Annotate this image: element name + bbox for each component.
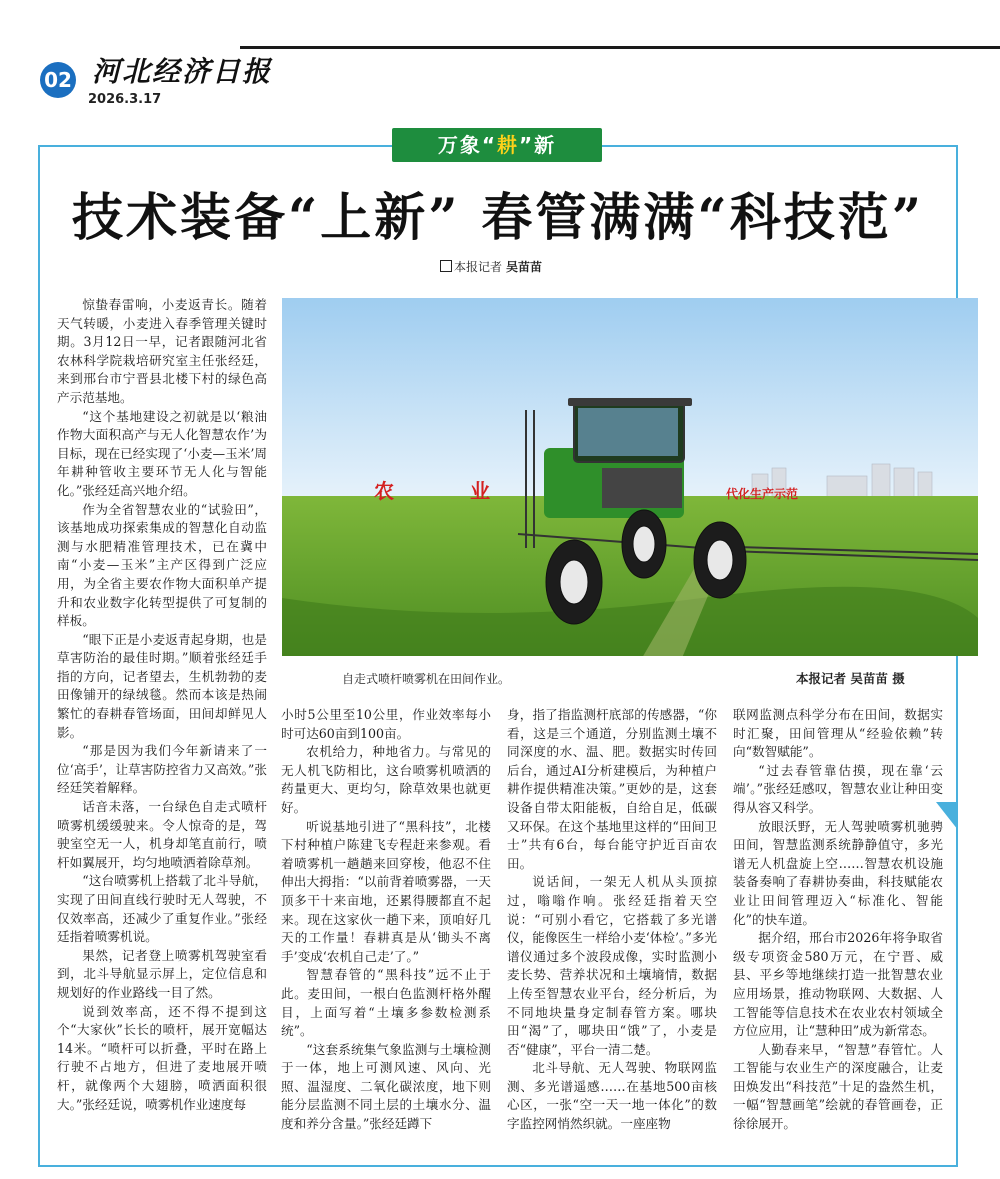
section-badge-quote-open: “ — [481, 133, 497, 157]
photo-caption: 自走式喷杆喷雾机在田间作业。 — [342, 672, 511, 686]
section-badge — [392, 128, 602, 162]
article-column-3 — [507, 706, 717, 1134]
paragraph: 听说基地引进了“黑科技”，北楼下村种植户陈建飞专程赶来参观。看着喷雾机一趟趟来回穿梭，他忍不住伸出大拇指：“以前背着喷雾器，一天顶多干十来亩地，还累得腰都直不起来。现在这家伙一趟下来，顶咱好几天的工作量！春耕真是从‘锄头不离手’变成‘农机自己走’了。” — [281, 818, 491, 964]
paragraph: 放眼沃野，无人驾驶喷雾机驰骋田间，智慧监测系统静静值守，多光谱无人机盘旋上空……智慧农机设施装备奏响了春耕协奏曲，科技赋能农业让田间管理迈入“标准化、智能化”的快车道。 — [733, 818, 943, 927]
byline-label: 本报记者 — [454, 260, 503, 274]
photo-sign-right: 代化生产示范 — [726, 487, 799, 501]
paragraph: 小时5公里至10公里，作业效率每小时可达60亩到100亩。 — [281, 707, 491, 741]
paragraph: “过去春管靠估摸，现在靠‘云端’。”张经廷感叹，智慧农业让种田变得从容又科学。 — [733, 762, 943, 815]
photo-sign-mid: 业 — [470, 479, 490, 503]
sprayer-photo — [282, 298, 978, 656]
paragraph: “那是因为我们今年新请来了一位‘高手’，让草害防控省力又高效。”张经廷笑着解释。 — [57, 743, 267, 796]
masthead-rule — [240, 46, 1000, 49]
paragraph: 据介绍，邢台市2026年将争取省级专项资金580万元，在宁晋、威县、平乡等地继续打造一批智慧农业应用场景，推动物联网、大数据、人工智能等信息技术在农业农村领域全方位应用，让“慧种田”成为新常态。 — [733, 930, 943, 1039]
photo-sign-left: 农 — [374, 479, 394, 503]
paragraph: 智慧春管的“黑科技”远不止于此。麦田间，一根白色监测杆格外醒目，上面写着“土壤多参数检测系统”。 — [281, 967, 491, 1039]
paragraph: “这个基地建设之初就是以‘粮油作物大面积高产与无人化智慧农作’为目标，现在已经实现了‘小麦—玉米’周年耕种管收主要环节无人化与智能化。”张经廷高兴地介绍。 — [57, 408, 267, 498]
article-column-1 — [57, 296, 267, 1114]
byline — [440, 258, 542, 275]
section-badge-highlight: 耕 — [497, 133, 519, 157]
paragraph: 人勤春来早，“智慧”春管忙。人工智能与农业生产的深度融合，让麦田焕发出“科技范”十足的盎然生机，一幅“智慧画笔”绘就的春管画卷，正徐徐展开。 — [733, 1041, 943, 1132]
paragraph: “这套系统集气象监测与土壤检测于一体，地上可测风速、风向、光照、温湿度、二氧化碳浓度，地下则能分层监测不同土层的土壤水分、温度和养分含量。”张经廷蹲下 — [281, 1041, 491, 1132]
paragraph: 说话间，一架无人机从头顶掠过，嗡嗡作响。张经廷指着天空说：“可别小看它，它搭载了多光谱仪，能像医生一样给小麦‘体检’。”多光谱仪通过多个波段成像，实时监测小麦长势、营养状况和土壤墒情，数据上传至智慧农业平台，经分析后，为不同地块量身定制春管方案。哪块田“渴”了，哪块田“饿”了，小麦是否“健康”，平台一清二楚。 — [507, 874, 717, 1057]
paragraph: 联网监测点科学分布在田间，数据实时汇聚，田间管理从“经验依赖”转向“数智赋能”。 — [733, 707, 943, 760]
publication-date: 2026.3.17 — [88, 92, 162, 107]
paragraph: 惊蛰春雷响，小麦返青长。随着天气转暖，小麦进入春季管理关键时期。3月12日一早，记者跟随河北省农林科学院栽培研究室主任张经廷，来到邢台市宁晋县北楼下村的绿色高产示范基地。 — [57, 297, 267, 405]
section-badge-quote-close: ” — [519, 133, 535, 157]
photo-credit: 本报记者 吴苗苗 摄 — [796, 671, 905, 686]
paragraph: 说到效率高，还不得不提到这个“大家伙”长长的喷杆，展开宽幅达14米。“喷杆可以折叠，平时在路上行驶不占地方，但进了麦地展开喷杆，就像两个大翅膀，喷洒面积很大。”张经廷说，喷雾机作业速度每 — [57, 1003, 267, 1112]
paragraph: 北斗导航、无人驾驶、物联网监测、多光谱遥感……在基地500亩核心区，一张“空一天一地一体化”的数字监控网悄然织就。一座座物 — [507, 1060, 717, 1132]
newspaper-name: 河北经济日报 — [92, 55, 273, 88]
paragraph: 果然，记者登上喷雾机驾驶室看到，北斗导航显示屏上，定位信息和规划好的作业路线一目了然。 — [57, 947, 267, 1000]
paragraph: 身，指了指监测杆底部的传感器，“你看，这是三个通道，分别监测土壤不同深度的水、温、肥。数据实时传回后台，通过AI分析建模后，为种植户耕作提供精准决策。”更妙的是，这套设备自带太阳能板，自给自足，低碳又环保。在这个基地里这样的“田间卫士”共有6台，每台能守护近百亩农田。 — [507, 707, 717, 871]
page-number-badge: 02 — [40, 62, 76, 98]
paragraph: 作为全省智慧农业的“试验田”，该基地成功探索集成的智慧化自动监测与水肥精准管理技术，已在冀中南“小麦—玉米”主产区得到广泛应用，为全省主要农作物大面积单产提升和农业数字化转型提供了可复制的样板。 — [57, 501, 267, 629]
section-badge-post: 新 — [534, 133, 557, 157]
paragraph: 话音未落，一台绿色自走式喷杆喷雾机缓缓驶来。令人惊奇的是，驾驶室空无一人，机身却笔直前行，喷杆如翼展开，均匀地喷洒着除草剂。 — [57, 799, 267, 870]
byline-name: 吴苗苗 — [506, 260, 543, 274]
section-badge-pre: 万象 — [437, 133, 482, 157]
article-column-4 — [733, 706, 943, 1134]
paragraph: “这台喷雾机上搭载了北斗导航，实现了田间直线行驶时无人驾驶，不仅效率高，还减少了重复作业。”张经廷指着喷雾机说。 — [57, 873, 267, 945]
paragraph: “眼下正是小麦返青起身期，也是草害防治的最佳时期。”顺着张经廷手指的方向，记者望去，生机勃勃的麦田像铺开的绿绒毯。然而本该是热闹繁忙的春耕春管场面，田间却鲜见人影。 — [57, 631, 267, 740]
paragraph: 农机给力，种地省力。与常见的无人机飞防相比，这台喷雾机喷洒的药量更大、更均匀，除草效果也就更好。 — [281, 744, 491, 815]
headline: 技术装备“上新” 春管满满“科技范” — [71, 188, 925, 248]
article-column-2 — [281, 706, 491, 1134]
byline-box-icon — [440, 260, 452, 272]
